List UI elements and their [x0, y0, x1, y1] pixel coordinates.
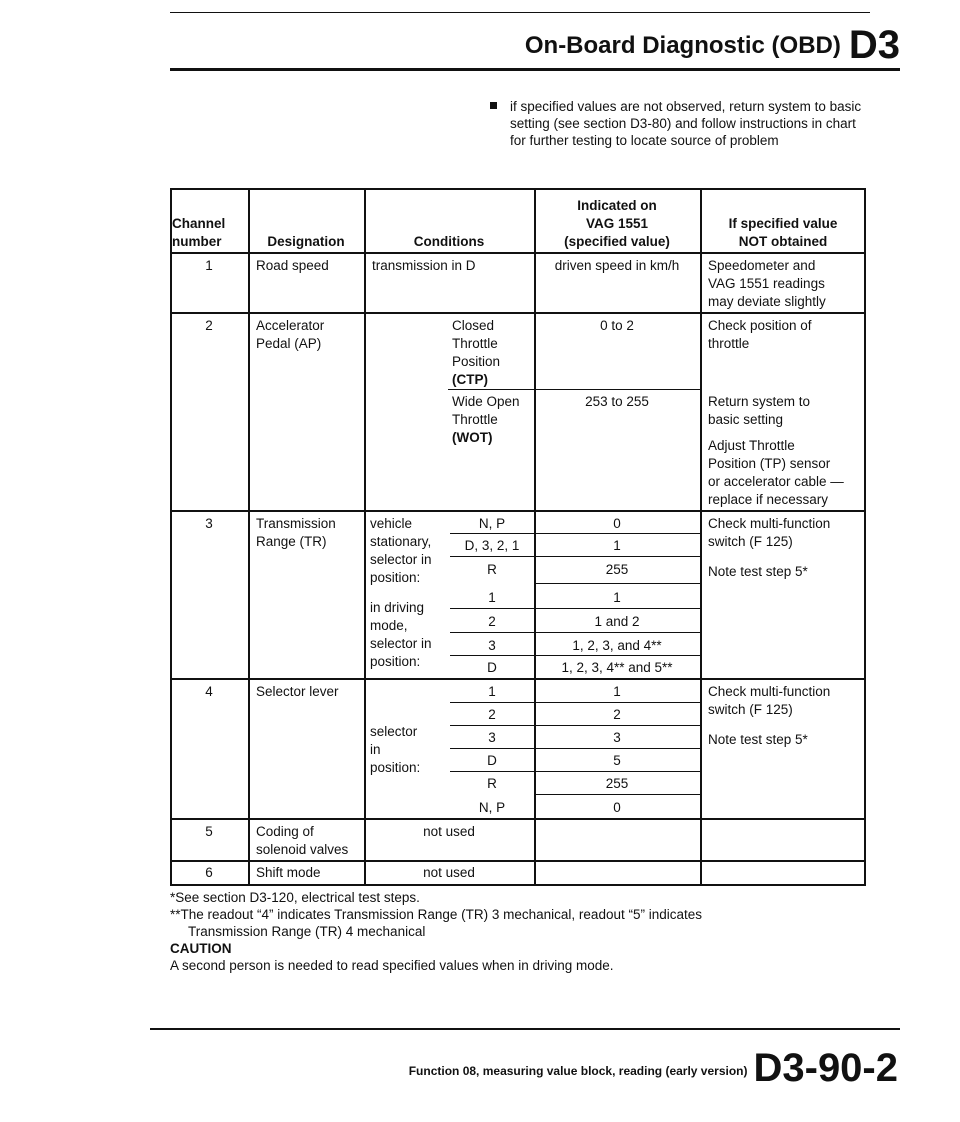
- selector-position: 3: [488, 638, 496, 653]
- designation: Pedal (AP): [256, 336, 322, 351]
- header-designation: Designation: [267, 234, 345, 249]
- designation: Transmission: [256, 516, 336, 531]
- specified-value: driven speed in km/h: [554, 258, 680, 273]
- designation: Coding of: [256, 824, 314, 839]
- action-note: switch (F 125): [708, 534, 793, 549]
- col-divider: [248, 188, 250, 886]
- action-note: Check position of: [708, 318, 812, 333]
- selector-position: 3: [488, 730, 496, 745]
- caution-heading: CAUTION: [170, 941, 232, 956]
- action-note: Return system to: [708, 394, 811, 409]
- condition: Position: [452, 354, 501, 369]
- footnote: *See section D3-120, electrical test steps.: [170, 890, 420, 905]
- designation: Accelerator: [256, 318, 325, 333]
- channel-number: 1: [205, 258, 213, 273]
- header-action: If specified value: [728, 216, 838, 231]
- specified-value: 1, 2, 3, 4** and 5**: [561, 660, 673, 675]
- table-border-left: [170, 188, 172, 886]
- value-divider: [534, 794, 702, 795]
- specified-value: 255: [605, 562, 629, 577]
- header-channel: number: [172, 234, 222, 249]
- specified-value: 1 and 2: [594, 614, 640, 629]
- selector-position: 2: [488, 614, 496, 629]
- action-note: Check multi-function: [708, 684, 831, 699]
- channel-number: 3: [205, 516, 213, 531]
- selector-position: 2: [488, 707, 496, 722]
- designation: solenoid valves: [256, 842, 349, 857]
- condition: Throttle: [452, 412, 498, 427]
- condition: vehicle: [370, 516, 413, 531]
- table-border-bottom: [170, 884, 866, 886]
- condition: mode,: [370, 618, 408, 633]
- specified-value: 1: [613, 684, 621, 699]
- action-note: Speedometer and: [708, 258, 816, 273]
- table-border-right: [864, 188, 866, 886]
- row-divider: [170, 818, 866, 820]
- condition: in: [370, 742, 381, 757]
- row-divider: [170, 510, 866, 512]
- row-divider: [170, 860, 866, 862]
- condition: selector in: [370, 552, 432, 567]
- header-rule: [170, 252, 866, 254]
- action-note: Check multi-function: [708, 516, 831, 531]
- condition: Closed: [452, 318, 495, 333]
- condition: stationary,: [370, 534, 432, 549]
- footnote: Transmission Range (TR) 4 mechanical: [188, 924, 426, 939]
- footnotes: [170, 889, 870, 974]
- specified-value: 0 to 2: [600, 318, 634, 333]
- page-footer: [408, 1040, 898, 1090]
- designation: Road speed: [256, 258, 329, 273]
- header-conditions: Conditions: [413, 234, 485, 249]
- header-indicated: VAG 1551: [585, 216, 649, 231]
- footer-rule: [150, 1028, 900, 1030]
- specified-value: 3: [613, 730, 621, 745]
- condition: in driving: [370, 600, 425, 615]
- selector-position: N, P: [478, 516, 506, 531]
- row-divider: [170, 678, 866, 680]
- condition: Throttle: [452, 336, 498, 351]
- condition: Wide Open: [452, 394, 520, 409]
- footer-caption: Function 08, measuring value block, reading (early version): [408, 1064, 748, 1078]
- page-number: D3-90-2: [753, 1046, 898, 1090]
- cond-divider: [448, 389, 536, 390]
- value-divider: [450, 748, 702, 749]
- selector-position: D, 3, 2, 1: [464, 538, 520, 553]
- row-divider: [170, 312, 866, 314]
- channel-number: 4: [205, 684, 213, 699]
- specified-value: 1, 2, 3, and 4**: [572, 638, 662, 653]
- selector-position: R: [487, 562, 497, 577]
- action-note: or accelerator cable —: [708, 474, 844, 489]
- channel-number: 2: [205, 318, 213, 333]
- specified-value: 2: [613, 707, 621, 722]
- designation: Selector lever: [256, 684, 339, 699]
- condition: not used: [423, 824, 475, 839]
- action-note: Note test step 5*: [708, 564, 808, 579]
- condition: selector in: [370, 636, 432, 651]
- specified-value: 1: [613, 538, 621, 553]
- header-channel: Channel: [172, 216, 226, 231]
- value-divider: [450, 556, 702, 557]
- page-header: [524, 18, 900, 67]
- condition: position:: [370, 570, 421, 585]
- action-note: switch (F 125): [708, 702, 793, 717]
- selector-position: D: [487, 660, 497, 675]
- condition: transmission in D: [372, 258, 476, 273]
- value-divider: [450, 655, 702, 656]
- specified-value: 1: [613, 590, 621, 605]
- table-border-top: [170, 188, 866, 190]
- specified-value: 5: [613, 753, 621, 768]
- value-divider: [450, 533, 702, 534]
- condition: position:: [370, 654, 421, 669]
- action-note: Note test step 5*: [708, 732, 808, 747]
- condition: selector: [370, 724, 418, 739]
- value-divider: [450, 608, 702, 609]
- selector-position: 1: [488, 684, 496, 699]
- action-note: throttle: [708, 336, 750, 351]
- section-code: D3: [848, 23, 900, 67]
- col-divider: [364, 188, 366, 886]
- selector-position: R: [487, 776, 497, 791]
- value-divider: [450, 702, 702, 703]
- action-note: Position (TP) sensor: [708, 456, 831, 471]
- action-note: replace if necessary: [708, 492, 829, 507]
- header-action: NOT obtained: [738, 234, 828, 249]
- designation: Shift mode: [256, 865, 321, 880]
- header-indicated: (specified value): [564, 234, 670, 249]
- header-indicated: Indicated on: [577, 198, 657, 213]
- header-rule: [170, 68, 900, 71]
- value-divider: [450, 725, 702, 726]
- top-rule: [170, 12, 870, 13]
- condition: (WOT): [452, 430, 493, 445]
- condition: (CTP): [452, 372, 488, 387]
- specified-value: 255: [605, 776, 629, 791]
- action-note: may deviate slightly: [708, 294, 826, 309]
- header-title: On-Board Diagnostic (OBD): [524, 32, 841, 59]
- intro-bullet: [490, 98, 870, 149]
- intro-text: if specified values are not observed, return system to basic setting (see section D3-80) and follow instructions in chart for further testing to locate source of problem: [510, 99, 862, 148]
- specified-value: 253 to 255: [585, 394, 649, 409]
- selector-position: 1: [488, 590, 496, 605]
- value-divider: [534, 583, 702, 584]
- value-divider: [534, 389, 702, 390]
- channel-number: 6: [205, 865, 213, 880]
- specified-value: 0: [613, 800, 621, 815]
- channel-number: 5: [205, 824, 213, 839]
- specified-value: 0: [613, 516, 621, 531]
- specification-table: [170, 188, 866, 886]
- condition: not used: [423, 865, 475, 880]
- selector-position: N, P: [478, 800, 506, 815]
- col-divider: [700, 188, 702, 886]
- designation: Range (TR): [256, 534, 327, 549]
- action-note: Adjust Throttle: [708, 438, 795, 453]
- action-note: VAG 1551 readings: [708, 276, 825, 291]
- action-note: basic setting: [708, 412, 784, 427]
- caution-text: A second person is needed to read specified values when in driving mode.: [170, 958, 614, 973]
- bullet-marker: [490, 102, 497, 109]
- selector-position: D: [487, 753, 497, 768]
- value-divider: [450, 771, 702, 772]
- condition: position:: [370, 760, 421, 775]
- footnote: **The readout “4” indicates Transmission Range (TR) 3 mechanical, readout “5” indicates: [170, 907, 702, 922]
- value-divider: [450, 632, 702, 633]
